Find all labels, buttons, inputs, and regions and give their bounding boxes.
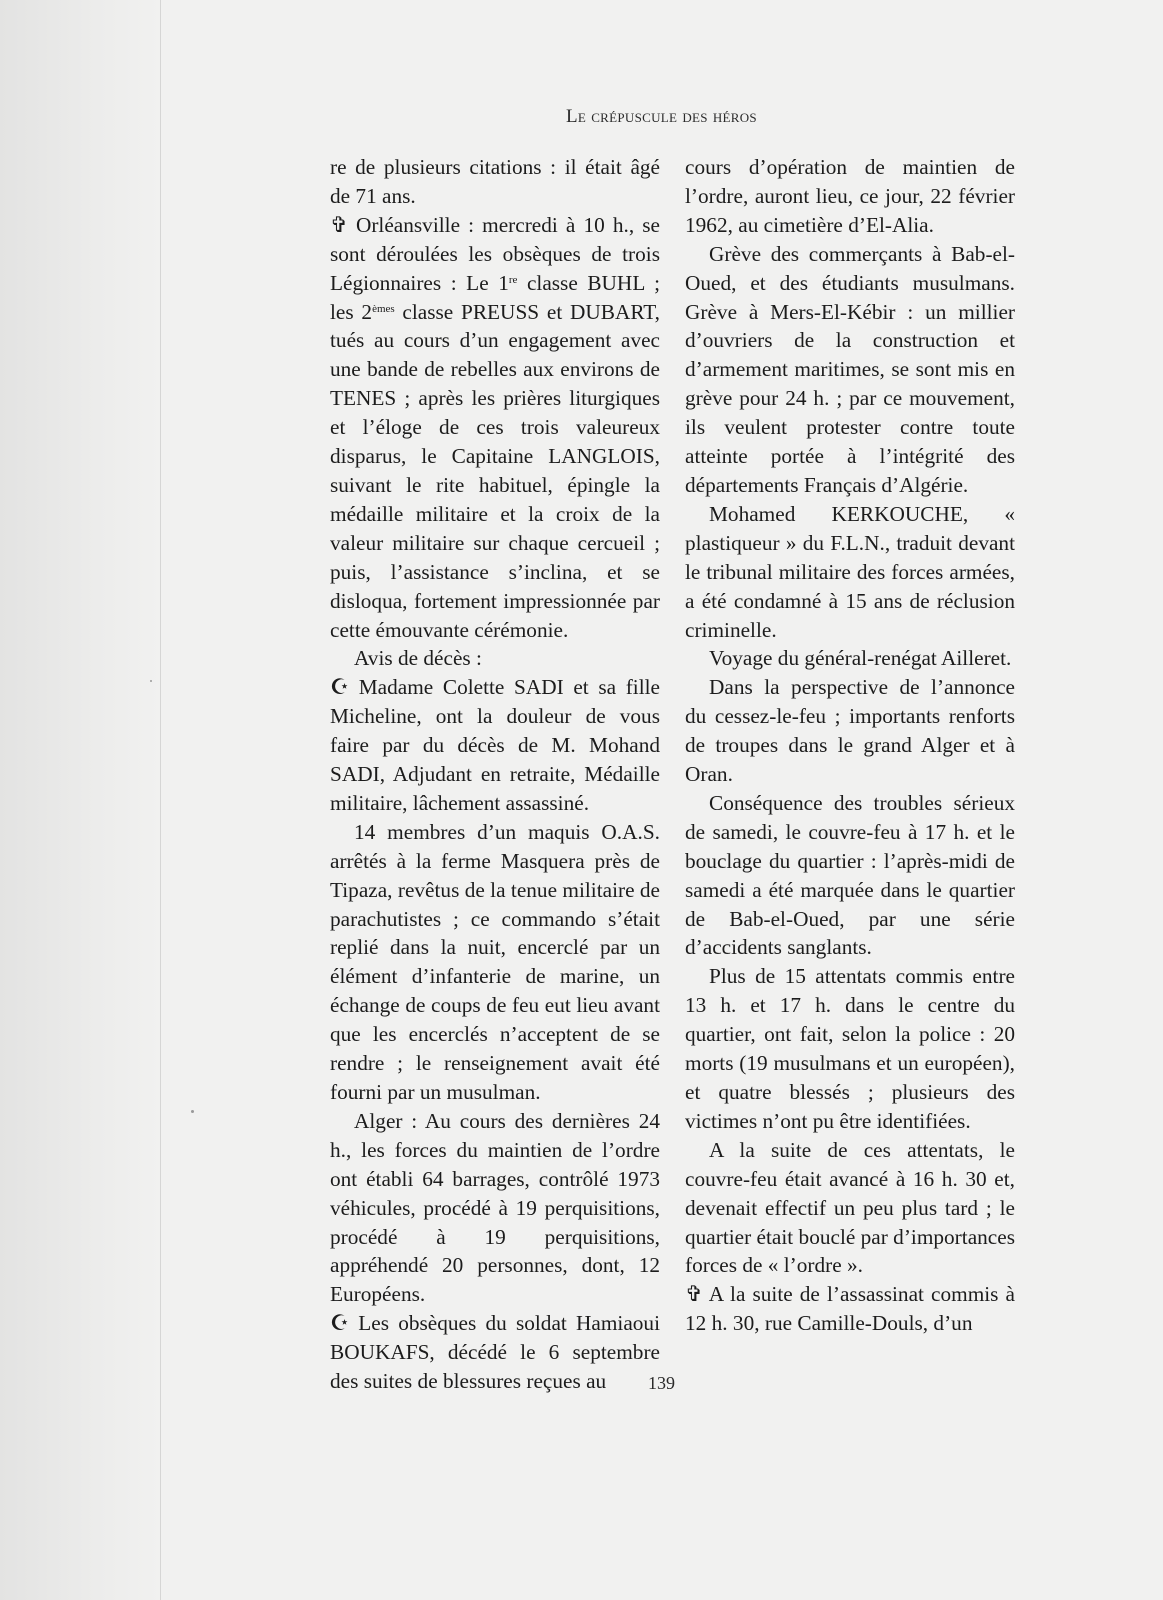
- scan-speck: [191, 1110, 194, 1113]
- paragraph: [685, 644, 1015, 673]
- page-gutter-shadow: [0, 0, 160, 1600]
- paragraph: [685, 500, 1015, 645]
- paragraph-text: A la suite de ces attentats, le couvre-feu était avancé à 16 h. 30 et, devenait effectif un peu plus tard ; le quartier était bouclé par d’importances forces de « l’ordre ».: [685, 1137, 1015, 1278]
- crescent-icon: ☪: [330, 1311, 359, 1336]
- paragraph: [685, 789, 1015, 962]
- page-number-text: 139: [648, 1373, 675, 1393]
- right-column: [685, 153, 1015, 1338]
- page-number: [0, 1373, 1163, 1394]
- paragraph: [330, 818, 660, 1107]
- paragraph: [685, 1136, 1015, 1281]
- paragraph-text: Madame Colette SADI et sa fille Micheline, ont la douleur de vous faire par du décès de M. Mohand SADI, Adjudant en retraite, Médaille militaire, lâchement assassiné.: [330, 675, 660, 815]
- paragraph-text: cours d’opération de maintien de l’ordre, auront lieu, ce jour, 22 février 1962, au cimetière d’El-Alia.: [685, 155, 1015, 237]
- running-head-text: Le crépuscule des héros: [566, 106, 757, 127]
- paragraph: [330, 673, 660, 818]
- cross-icon: ✞: [330, 212, 356, 237]
- left-column: [330, 153, 660, 1396]
- paragraph-text: Avis de décès :: [354, 646, 482, 671]
- paragraph-text: Mohamed KERKOUCHE, « plastiqueur » du F.L.N., traduit devant le tribunal militaire des forces armées, a été condamné à 15 ans de réclusion criminelle.: [685, 501, 1015, 642]
- paragraph: [330, 153, 660, 211]
- paragraph-text: Orléansville : mercredi à 10 h., se sont déroulées les obsèques de trois Légionnaires : Le 1re classe BUHL ; les 2èmes classe PREUSS et DUBART, tués au cours d’un engagement avec une bande de rebelles aux environs de TENES ; après les prières liturgiques et l’éloge de ces trois valeureux disparus, le Capitaine LANGLOIS, suivant le rite habituel, épingle la médaille militaire et la croix de la valeur militaire sur chaque cercueil ; puis, l’assistance s’inclina, et se disloqua, fortement impressionnée par cette émouvante cérémonie.: [330, 212, 661, 642]
- paragraph-text: Plus de 15 attentats commis entre 13 h. et 17 h. dans le centre du quartier, ont fait, selon la police : 20 morts (19 musulmans et un européen), et quatre blessés ; plusieurs des victimes n’ont pu être identifiées.: [685, 964, 1015, 1133]
- crescent-icon: ☪: [330, 675, 359, 700]
- paragraph: [330, 644, 660, 673]
- paragraph: [685, 1280, 1015, 1338]
- paragraph: [330, 1107, 660, 1309]
- scan-speck: [150, 680, 152, 682]
- paragraph-text: A la suite de l’assassinat commis à 12 h. 30, rue Camille-Douls, d’un: [685, 1282, 1015, 1336]
- paragraph-text: Conséquence des troubles sérieux de samedi, le couvre-feu à 17 h. et le bouclage du quartier : l’après-midi de samedi a été marquée dans le quartier de Bab-el-Oued, par une série d’accidents sanglants.: [685, 790, 1015, 960]
- cross-icon: ✞: [685, 1282, 709, 1307]
- paragraph: [685, 962, 1015, 1135]
- paragraph-text: re de plusieurs citations : il était âgé de 71 ans.: [330, 155, 660, 208]
- running-head: [0, 106, 1163, 128]
- page-edge: [160, 0, 161, 1600]
- paragraph-text: Grève des commerçants à Bab-el-Oued, et des étudiants musulmans. Grève à Mers-El-Kébir : un millier d’ouvriers de la construction et d’armement maritimes, se sont mis en grève pour 24 h. ; par ce mouvement, ils veulent protester contre toute atteinte portée à l’intégrité des départements Français d’Algérie.: [685, 241, 1015, 497]
- paragraph: [685, 153, 1015, 240]
- paragraph: [685, 240, 1015, 500]
- paragraph-text: Voyage du général-renégat Ailleret.: [709, 646, 1012, 671]
- paragraph-text: Dans la perspective de l’annonce du cessez-le-feu ; importants renforts de troupes dans le grand Alger et à Oran.: [685, 675, 1015, 787]
- paragraph: [685, 673, 1015, 789]
- paragraph-text: Les obsèques du soldat Hamiaoui BOUKAFS, décédé le 6 septembre des suites de blessures reçues au: [330, 1311, 660, 1394]
- paragraph-text: 14 membres d’un maquis O.A.S. arrêtés à la ferme Masquera près de Tipaza, revêtus de la tenue militaire de parachutistes ; ce commando s’était replié dans la nuit, encerclé par un élément d’infanterie de marine, un échange de coups de feu eut lieu avant que les encerclés n’acceptent de se rendre ; le renseignement avait été fourni par un musulman.: [330, 819, 660, 1104]
- paragraph: [330, 211, 660, 645]
- paragraph-text: Alger : Au cours des dernières 24 h., les forces du maintien de l’ordre ont établi 64 barrages, contrôlé 1973 véhicules, procédé à 19 perquisitions, procédé à 19 perquisitions, appréhendé 20 personnes, dont, 12 Européens.: [330, 1108, 660, 1307]
